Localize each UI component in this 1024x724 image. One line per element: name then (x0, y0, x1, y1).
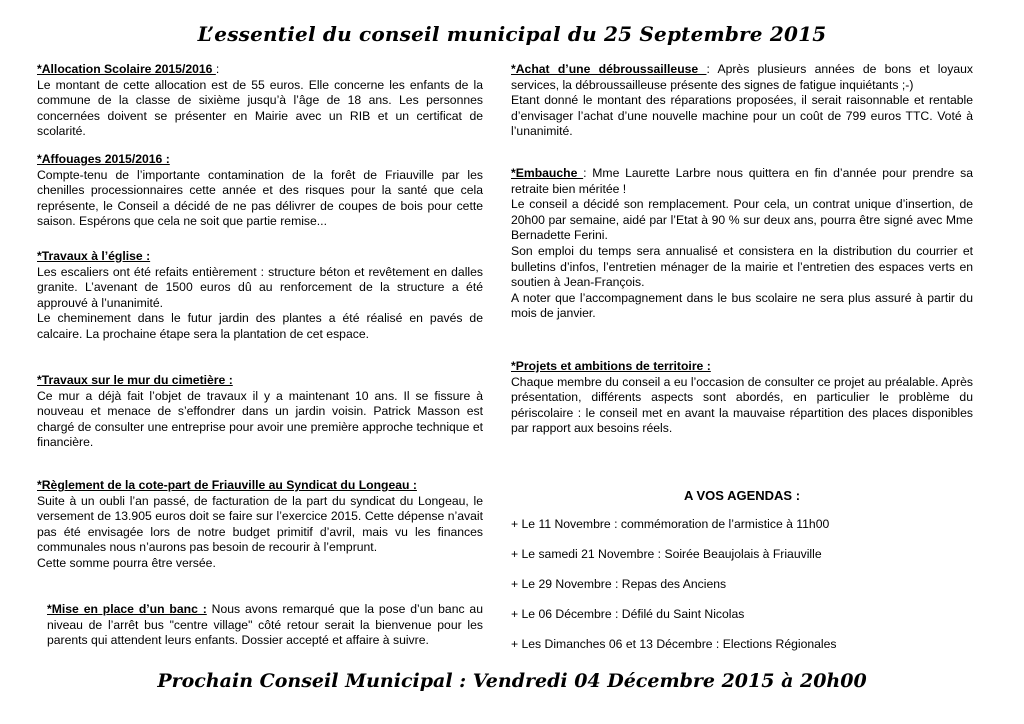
paragraph: Les escaliers ont été refaits entièrement : structure béton et revêtement en dalles granite. L’avenant de 1500 euros dû au renforcement de la structure a été approuvé à l’unanimité. (37, 264, 483, 310)
section-heading: *Travaux à l’église : (37, 249, 151, 263)
section-heading-colon: : (215, 62, 220, 76)
agenda-item: + Le 29 Novembre : Repas des Anciens (511, 577, 727, 591)
page-title: L’essentiel du conseil municipal du 25 Septembre 2015 (197, 22, 827, 46)
section-body: Chaque membre du conseil a eu l’occasion de consulter ce projet au préalable. Après présentation, différents aspects sont abordés, en particulier le problème du périscolaire : le conseil met en avant la mauvaise répartition des places disponibles par rapport aux besoins réels. (511, 374, 973, 436)
section-eglise (37, 249, 483, 343)
section-debroussailleuse (511, 62, 973, 140)
section-body (37, 494, 483, 572)
section-allocation (37, 62, 483, 140)
agenda-item: + Les Dimanches 06 et 13 Décembre : Elections Régionales (511, 637, 837, 651)
section-heading: *Affouages 2015/2016 : (37, 152, 170, 166)
section-body: : Mme Laurette Larbre nous quittera en fin d’année pour prendre sa retraite bien méritée ! (511, 166, 974, 196)
paragraph: A noter que l’accompagnement dans le bus scolaire ne sera plus assuré à partir du mois de janvier. (511, 290, 973, 321)
section-body: Compte-tenu de l’importante contamination de la forêt de Friauville par les chenilles processionnaires cette année et des risques pour la santé que cela représente, le Conseil a décidé de ne pas délivrer de coupes de bois pour cette saison. Espérons que cela ne soit que partie remise... (37, 167, 483, 229)
section-body: Le montant de cette allocation est de 55 euros. Elle concerne les enfants de la commune de la classe de sixième jusqu’à l’âge de 18 ans. Les personnes concernées doivent se présenter en Mairie avec un RIB et un certificat de scolarité. (37, 77, 483, 139)
paragraph (511, 62, 973, 93)
paragraph (511, 166, 973, 197)
section-heading: *Projets et ambitions de territoire : (511, 359, 711, 373)
agenda-box (511, 488, 973, 667)
section-heading: *Allocation Scolaire 2015/2016 (37, 62, 216, 76)
paragraph: Cette somme pourra être versée. (37, 555, 216, 570)
section-body: Nous avons remarqué que la pose d’un banc au niveau de l’arrêt bus "centre village" côté retour serait la bienvenue pour les parents qui attendent leurs enfants. Dossier accepté et affaire à suivre. (47, 602, 483, 648)
paragraph: Le cheminement dans le futur jardin des plantes a été réalisé en pavés de calcaire. La prochaine étape sera la plantation de cet espace. (37, 311, 483, 341)
section-heading: *Mise en place d’un banc : (47, 602, 207, 616)
section-projets (511, 359, 973, 437)
section-embauche (511, 166, 973, 322)
agenda-item: + Le samedi 21 Novembre : Soirée Beaujolais à Friauville (511, 547, 822, 561)
section-body: : Après plusieurs années de bons et loyaux services, la débroussailleuse présente des signes de fatigue inquiétants ;-) (511, 62, 973, 92)
section-longeau (37, 478, 483, 572)
agenda-item: + Le 11 Novembre : commémoration de l’armistice à 11h00 (511, 517, 830, 531)
paragraph: Le conseil a décidé son remplacement. Pour cela, un contrat unique d’insertion, de 20h00 par semaine, aidé par l’Etat à 90 % sur deux ans, pourra être signé avec Mme Bernadette Ferini. (511, 197, 973, 243)
section-heading: *Règlement de la cote-part de Friauville au Syndicat du Longeau : (37, 478, 417, 492)
section-heading: *Achat d’une débroussailleuse (511, 62, 707, 76)
agenda-item: + Le 06 Décembre : Défilé du Saint Nicolas (511, 607, 745, 621)
section-affouages (37, 152, 483, 230)
paragraph: Etant donné le montant des réparations proposées, il serait raisonnable et rentable d’envisager l’achat d’une nouvelle machine pour un coût de 799 euros TTC. Voté à l’unanimité. (511, 93, 973, 139)
section-heading: *Embauche (511, 166, 584, 180)
section-banc (37, 602, 483, 649)
agenda-title: A VOS AGENDAS : (683, 488, 801, 503)
section-body: Ce mur a déjà fait l’objet de travaux il y a maintenant 10 ans. Il se fissure à nouveau et menace de s’effondrer dans un jardin voisin. Patrick Masson est chargé de consulter une entreprise pour avoir une première approche technique et financière. (37, 388, 483, 450)
section-body (37, 265, 483, 343)
paragraph: Suite à un oubli l’an passé, de facturation de la part du syndicat du Longeau, le versement de 13.905 euros doit se faire sur l’exercice 2015. Cette dépense n’avait pas été envisagée lors de notre budget primitif d’avril, mais vu les finances communales nous n’aurons pas besoin de recourir à l’emprunt. (37, 493, 483, 555)
section-cimetiere (37, 373, 483, 451)
next-council-footer: Prochain Conseil Municipal : Vendredi 04 Décembre 2015 à 20h00 (157, 670, 867, 692)
paragraph: Son emploi du temps sera annualisé et consistera en la distribution du courrier et bulletins d’infos, l’entretien ménager de la mairie et l’entretien des espaces verts en soutien à Jean-François. (511, 243, 973, 290)
section-heading: *Travaux sur le mur du cimetière : (37, 373, 233, 387)
